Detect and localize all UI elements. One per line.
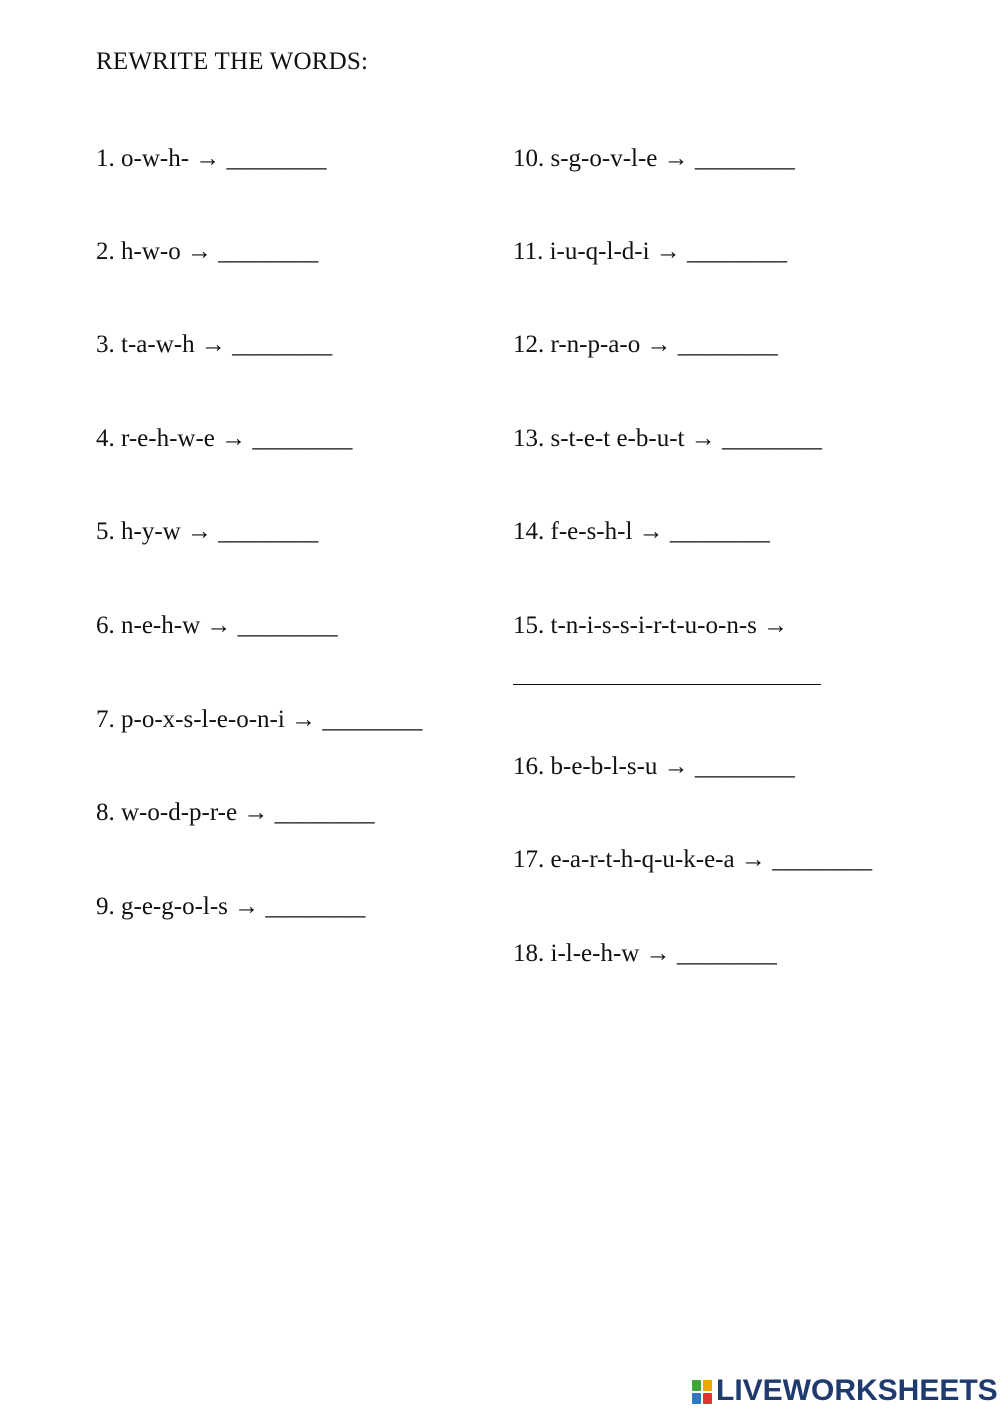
exercise-item-11[interactable]: 11. i-u-q-l-d-i → ________ bbox=[513, 238, 788, 265]
exercise-item-17[interactable]: 17. e-a-r-t-h-q-u-k-e-a → ________ bbox=[513, 846, 873, 873]
exercise-item-9[interactable]: 9. g-e-g-o-l-s → ________ bbox=[96, 893, 366, 920]
exercise-item-3[interactable]: 3. t-a-w-h → ________ bbox=[96, 331, 333, 358]
exercise-item-16[interactable]: 16. b-e-b-l-s-u → ________ bbox=[513, 753, 795, 780]
exercise-item-1[interactable]: 1. o-w-h- → ________ bbox=[96, 145, 327, 172]
logo-tile-red bbox=[703, 1393, 712, 1404]
exercise-item-8[interactable]: 8. w-o-d-p-r-e → ________ bbox=[96, 799, 375, 826]
logo-tile-green bbox=[692, 1380, 701, 1391]
exercise-item-7[interactable]: 7. p-o-x-s-l-e-o-n-i → ________ bbox=[96, 706, 423, 733]
answer-line-15[interactable] bbox=[513, 684, 821, 685]
exercise-item-15[interactable]: 15. t-n-i-s-s-i-r-t-u-o-n-s → bbox=[513, 612, 789, 639]
logo-tiles-icon bbox=[692, 1380, 712, 1404]
exercise-item-18[interactable]: 18. i-l-e-h-w → ________ bbox=[513, 940, 777, 967]
liveworksheets-logo bbox=[692, 1374, 998, 1408]
logo-brand-text: LIVEWORKSHEETS bbox=[716, 1374, 998, 1407]
logo-tile-blue bbox=[692, 1393, 701, 1404]
exercise-item-4[interactable]: 4. r-e-h-w-e → ________ bbox=[96, 425, 353, 452]
exercise-item-13[interactable]: 13. s-t-e-t e-b-u-t → ________ bbox=[513, 425, 822, 452]
exercise-item-2[interactable]: 2. h-w-o → ________ bbox=[96, 238, 319, 265]
logo-tile-orange bbox=[703, 1380, 712, 1391]
exercise-item-5[interactable]: 5. h-y-w → ________ bbox=[96, 518, 319, 545]
exercise-item-14[interactable]: 14. f-e-s-h-l → ________ bbox=[513, 518, 770, 545]
exercise-item-6[interactable]: 6. n-e-h-w → ________ bbox=[96, 612, 338, 639]
exercise-item-10[interactable]: 10. s-g-o-v-l-e → ________ bbox=[513, 145, 795, 172]
exercise-item-12[interactable]: 12. r-n-p-a-o → ________ bbox=[513, 331, 778, 358]
worksheet-title: REWRITE THE WORDS: bbox=[96, 48, 369, 75]
